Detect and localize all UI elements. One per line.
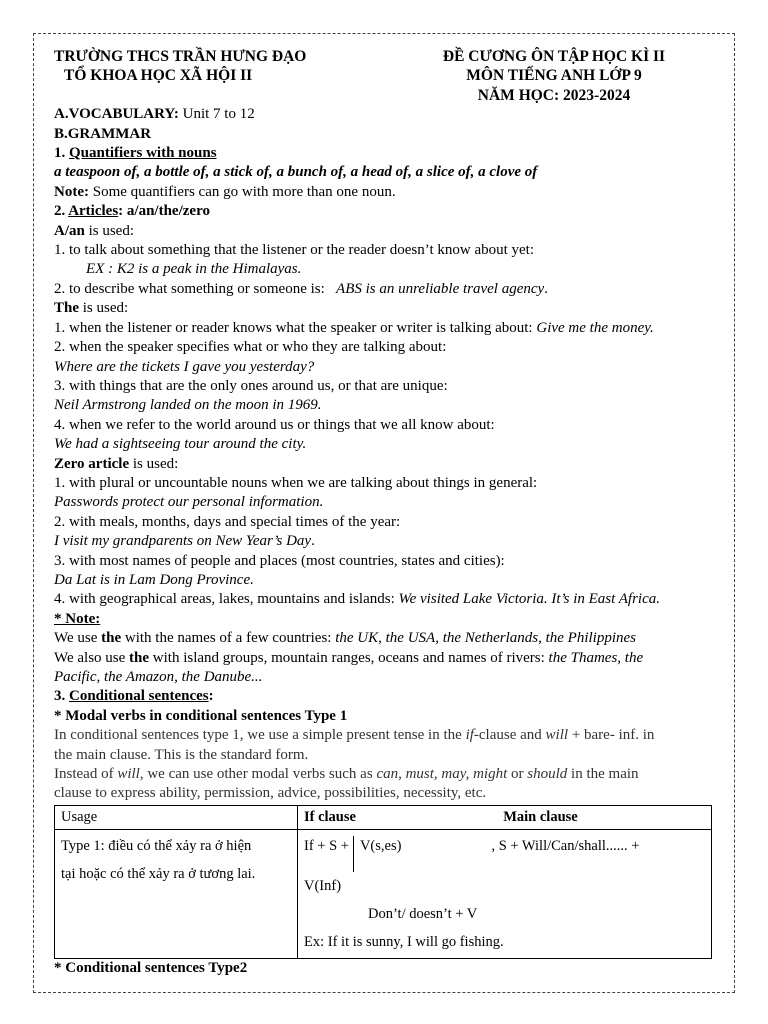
document-header bbox=[54, 47, 722, 105]
vocabulary-label: A.VOCABULARY: bbox=[54, 106, 179, 123]
school-name: TRƯỜNG THCS TRẦN HƯNG ĐẠO bbox=[54, 48, 307, 65]
document-title: ĐỀ CƯƠNG ÔN TẬP HỌC KÌ II bbox=[442, 48, 666, 65]
the-rule-1: 1. when the listener or reader knows what the speaker or writer is talking about: Give me the money. bbox=[54, 319, 654, 336]
section-heading-articles: 2. Articles: a/an/the/zero bbox=[54, 203, 210, 220]
modal-verbs-heading: * Modal verbs in conditional sentences Type 1 bbox=[54, 707, 348, 724]
section-heading-quantifiers: 1. Quantifiers with nouns bbox=[54, 145, 217, 162]
zero-rule-4: 4. with geographical areas, lakes, mountains and islands: We visited Lake Victoria. It’s in East Africa. bbox=[54, 591, 661, 608]
structure-cell: If + S + V(s,es) , S + Will/Can/shall...... + V(Inf) Don’t/ doesn’t + V Ex: If it is sunny, I will go fishing. bbox=[298, 830, 712, 959]
zero-example-3: Da Lat is in Lam Dong Province. bbox=[54, 571, 254, 588]
articles-title: Articles bbox=[68, 203, 119, 220]
conditionals-paragraph-2: Instead of will, we can use other modal verbs such as can, must, may, might or should in the main clause to express ability, permission, advice, possibilities, necessity, etc. bbox=[54, 766, 639, 802]
note-line-1: We use the with the names of a few countries: the UK, the USA, the Netherlands, the Philippines bbox=[54, 630, 637, 647]
table-row bbox=[55, 830, 712, 959]
zero-article-heading: Zero article is used: bbox=[54, 455, 179, 472]
a-an-rule-2: 2. to describe what something or someone is: ABS is an unreliable travel agency. bbox=[54, 280, 548, 297]
header-clauses: If clause Main clause bbox=[298, 805, 712, 829]
conditional-type1-table bbox=[54, 805, 712, 959]
the-example-4: We had a sightseeing tour around the city. bbox=[54, 436, 307, 453]
zero-rule-2: 2. with meals, months, days and special times of the year: bbox=[54, 513, 401, 530]
vocabulary-line bbox=[54, 105, 722, 124]
quantifier-examples: a teaspoon of, a bottle of, a stick of, a bunch of, a head of, a slice of, a clove of bbox=[54, 164, 538, 181]
a-an-heading: A/an is used: bbox=[54, 222, 135, 239]
header-usage: Usage bbox=[55, 805, 298, 829]
conditionals-paragraph-1: In conditional sentences type 1, we use a simple present tense in the if-clause and will + bare- inf. in the main clause. This is the standard form. bbox=[54, 727, 655, 763]
the-rule-3: 3. with things that are the only ones around us, or that are unique: bbox=[54, 377, 448, 394]
the-rule-4: 4. when we refer to the world around us or things that we all know about: bbox=[54, 416, 495, 433]
the-example-3: Neil Armstrong landed on the moon in 1969. bbox=[54, 397, 322, 414]
quantifiers-title: Quantifiers with nouns bbox=[69, 145, 217, 162]
the-rule-2: 2. when the speaker specifies what or who they are talking about: bbox=[54, 339, 447, 356]
type2-heading: * Conditional sentences Type2 bbox=[54, 960, 248, 977]
the-heading: The is used: bbox=[54, 300, 129, 317]
conditionals-title: Conditional sentences bbox=[69, 688, 209, 705]
zero-rule-1: 1. with plural or uncountable nouns when we are talking about things in general: bbox=[54, 474, 538, 491]
bracket-line bbox=[353, 836, 354, 872]
a-an-rule-1: 1. to talk about something that the listener or the reader doesn’t know about yet: bbox=[54, 242, 535, 259]
zero-example-2: I visit my grandparents on New Year’s Day. bbox=[54, 533, 315, 550]
vocabulary-text: Unit 7 to 12 bbox=[182, 106, 255, 123]
zero-rule-3: 3. with most names of people and places (most countries, states and cities): bbox=[54, 552, 505, 569]
note-heading: * Note: bbox=[54, 610, 101, 627]
school-year: NĂM HỌC: 2023-2024 bbox=[477, 86, 631, 104]
note-line-2-cont: Pacific, the Amazon, the Danube... bbox=[54, 669, 263, 685]
grammar-heading: B.GRAMMAR bbox=[54, 125, 152, 142]
the-example-2: Where are the tickets I gave you yesterday? bbox=[54, 358, 315, 375]
a-an-example-1: EX : K2 is a peak in the Himalayas. bbox=[86, 261, 302, 278]
department-name: TỔ KHOA HỌC XÃ HỘI II bbox=[64, 67, 253, 85]
quantifier-note: Note: Some quantifiers can go with more than one noun. bbox=[54, 183, 396, 200]
zero-example-1: Passwords protect our personal information. bbox=[54, 494, 324, 511]
usage-cell: Type 1: điều có thể xảy ra ở hiện tại hoặc có thể xảy ra ở tương lai. bbox=[55, 830, 298, 959]
table-header-row bbox=[55, 805, 712, 829]
section-heading-conditionals: 3. Conditional sentences: bbox=[54, 688, 214, 705]
subject-line: MÔN TIẾNG ANH LỚP 9 bbox=[466, 67, 642, 85]
note-line-2: We also use the with island groups, mountain ranges, oceans and names of rivers: the Thames, the bbox=[54, 649, 644, 666]
document-body bbox=[54, 47, 722, 979]
